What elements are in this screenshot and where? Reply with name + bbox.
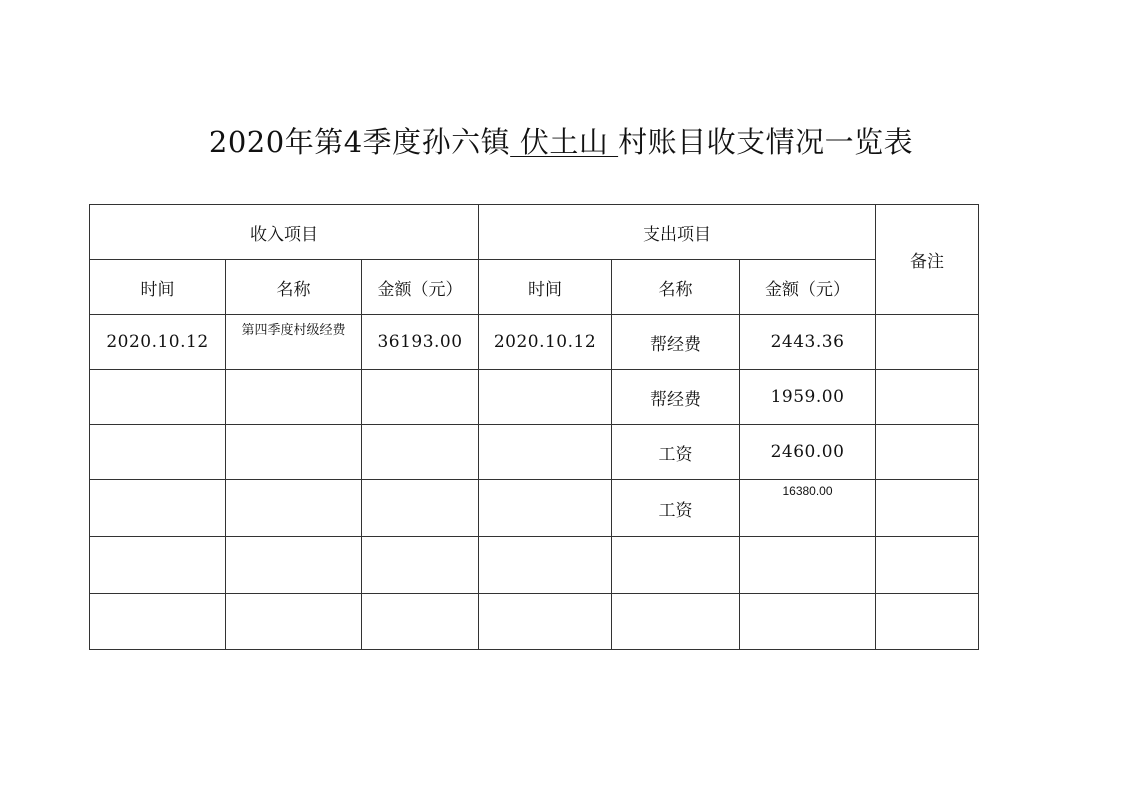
- income-amount-cell: 36193.00: [362, 315, 479, 370]
- expense-name-cell: 工资: [612, 425, 740, 480]
- income-name-cell: [226, 425, 362, 480]
- expense-group-header: 支出项目: [479, 205, 876, 260]
- table-row: [90, 370, 979, 425]
- expense-amount-cell: [740, 594, 876, 650]
- income-amount-cell: [362, 594, 479, 650]
- remarks-cell: [876, 480, 979, 537]
- income-name-cell: 第四季度村级经费: [226, 315, 362, 370]
- expense-time-cell: [479, 594, 612, 650]
- ledger-table: [89, 204, 979, 650]
- table-row: [90, 537, 979, 594]
- page-title: [0, 120, 1122, 161]
- expense-time-cell: [479, 480, 612, 537]
- expense-time-cell: [479, 425, 612, 480]
- income-amount-header: 金额（元）: [362, 260, 479, 315]
- remarks-header: 备注: [876, 205, 979, 315]
- remarks-cell: [876, 425, 979, 480]
- expense-amount-cell: 16380.00: [740, 480, 876, 537]
- table-row: [90, 315, 979, 370]
- income-amount-cell: [362, 370, 479, 425]
- remarks-cell: [876, 315, 979, 370]
- income-time-cell: [90, 370, 226, 425]
- table-row: [90, 480, 979, 537]
- column-header-row: [90, 260, 979, 315]
- expense-amount-cell: 2460.00: [740, 425, 876, 480]
- income-time-cell: 2020.10.12: [90, 315, 226, 370]
- remarks-cell: [876, 370, 979, 425]
- income-amount-cell: [362, 480, 479, 537]
- income-amount-cell: [362, 537, 479, 594]
- title-village-name: 伏土山: [510, 125, 619, 159]
- expense-name-cell: [612, 537, 740, 594]
- income-amount-cell: [362, 425, 479, 480]
- expense-time-cell: [479, 370, 612, 425]
- income-name-cell: [226, 537, 362, 594]
- expense-name-cell: 工资: [612, 480, 740, 537]
- expense-amount-cell: 1959.00: [740, 370, 876, 425]
- remarks-cell: [876, 594, 979, 650]
- expense-amount-cell: 2443.36: [740, 315, 876, 370]
- expense-name-cell: [612, 594, 740, 650]
- expense-amount-cell: [740, 537, 876, 594]
- income-time-cell: [90, 480, 226, 537]
- title-prefix: 2020年第4季度孙六镇: [208, 125, 511, 159]
- expense-amount-header: 金额（元）: [740, 260, 876, 315]
- expense-time-header: 时间: [479, 260, 612, 315]
- income-time-cell: [90, 594, 226, 650]
- remarks-cell: [876, 537, 979, 594]
- expense-name-cell: 帮经费: [612, 315, 740, 370]
- expense-time-cell: 2020.10.12: [479, 315, 612, 370]
- income-time-cell: [90, 537, 226, 594]
- income-name-header: 名称: [226, 260, 362, 315]
- table-row: [90, 425, 979, 480]
- income-name-cell: [226, 594, 362, 650]
- expense-name-header: 名称: [612, 260, 740, 315]
- table-row: [90, 594, 979, 650]
- expense-name-cell: 帮经费: [612, 370, 740, 425]
- income-name-cell: [226, 480, 362, 537]
- income-time-cell: [90, 425, 226, 480]
- income-name-cell: [226, 370, 362, 425]
- expense-time-cell: [479, 537, 612, 594]
- income-time-header: 时间: [90, 260, 226, 315]
- group-header-row: [90, 205, 979, 260]
- income-group-header: 收入项目: [90, 205, 479, 260]
- title-suffix: 村账目收支情况一览表: [618, 125, 914, 159]
